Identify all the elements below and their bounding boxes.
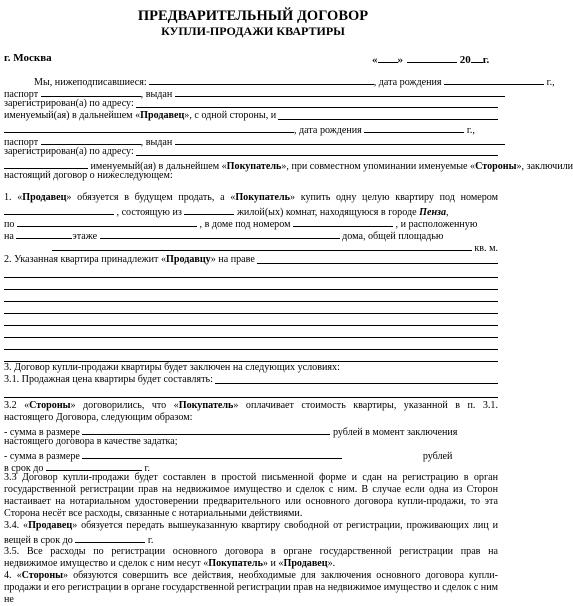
clause1-line5: кв. м. (4, 240, 498, 252)
clause3-2-line4: настоящего договора в качестве задатка; (4, 436, 178, 447)
blank-line (4, 313, 498, 314)
blank-line (4, 289, 498, 290)
clause4-line1: 4. «Стороны» обязуются совершить все действия, необходимые для заключения основного договора купли- (4, 570, 498, 581)
intro-line: Мы, нижеподписавшиеся: , дата рождения г., (34, 74, 498, 86)
date-year: 20 (459, 54, 471, 66)
clause4-line2: продажи и его регистрации в органе государственной регистрации прав на недвижимое имущество и сделок с ним (4, 582, 498, 593)
date-line (372, 52, 489, 66)
clause3-4-line2: вещей в срок до г. (4, 532, 498, 544)
clause3-3-line3: настаивает на нотариальном удостоверении предварительного или основного договора купли-продажи, то эта (4, 496, 498, 507)
clause3-2-line1: 3.2 «Стороны» договорились, что «Покупатель» оплачивает стоимость квартиры, указанной в п. 3.1. (4, 400, 498, 411)
blank-line (4, 325, 498, 326)
clause3-3-line4: Сторона несёт все расходы, связанные с нотариальными действиями. (4, 508, 303, 519)
date-day-blank (378, 52, 398, 63)
buyer-name-line: , дата рождения г., (4, 122, 498, 134)
blank-line (4, 301, 498, 302)
blank-line (4, 397, 498, 398)
clause3-4-line1: 3.4. «Продавец» обязуется передать вышеуказанную квартиру свободной от регистрации, проживающих лиц и (4, 520, 498, 531)
clause4-line3: не (4, 594, 14, 605)
clause1-line2: , состоящую из жилой(ых) комнат, находящуюся в городе Пенза, (4, 204, 498, 216)
date-month-blank (407, 52, 457, 63)
seller-registered-line: зарегистрирован(а) по адресу: (4, 98, 498, 110)
date-year-suffix: г. (482, 54, 490, 66)
buyer-registered-line: зарегистрирован(а) по адресу: (4, 146, 498, 158)
clause3-2-line5: - сумма в размере рублей (4, 448, 498, 460)
blank-line (4, 277, 498, 278)
clause3-3-line2: государственной регистрации прав на недвижимое имущество и сделок с ним. В случае если одна из Сторон (4, 484, 498, 495)
clause1-line3: по , в доме под номером , и расположенную (4, 216, 498, 228)
clause3-2-line2: настоящего Договора, следующим образом: (4, 412, 193, 423)
blank-line (4, 337, 498, 338)
date-open-quote: « (372, 54, 378, 66)
date-year-blank (471, 52, 483, 63)
date-close-quote: » (397, 54, 403, 66)
document-title: ПРЕДВАРИТЕЛЬНЫЙ ДОГОВОР (137, 8, 369, 24)
clause1-line4: на этаже дома, общей площадью (4, 228, 498, 240)
clause3-5-line2: недвижимое имущество и сделок с ним несут «Покупатель» и «Продавец». (4, 558, 336, 569)
clause3-2-line3: - сумма в размере рублей в момент заключения (4, 424, 498, 436)
document-subtitle: КУПЛИ-ПРОДАЖИ КВАРТИРЫ (161, 24, 345, 38)
buyer-role-line: именуемый(ая) в дальнейшем «Покупатель», при совместном упоминании именуемые «Стороны», заключили (4, 158, 498, 170)
agreement-line: настоящий договор о нижеследующем: (4, 170, 173, 181)
clause2-line: 2. Указанная квартира принадлежит «Продавцу» на праве (4, 254, 498, 266)
buyer-passport-line: паспорт , выдан (4, 134, 498, 146)
seller-role-line: именуемый(ая) в дальнейшем «Продавец», с одной стороны, и (4, 110, 498, 122)
clause3-1-line: 3.1. Продажная цена квартиры будет составлять: (4, 374, 498, 386)
clause1-line1: 1. «Продавец» обязуется в будущем продать, а «Покупатель» купить одну целую квартиру под номером (4, 192, 498, 203)
clause3-line: 3. Договор купли-продажи квартиры будет заключен на следующих условиях: (4, 362, 340, 373)
clause3-3-line1: 3.3 Договор купли-продажи будет составлен в простой письменной форме и сдан на регистрацию в орган (4, 472, 498, 483)
city-line: г. Москва (4, 52, 52, 64)
blank-line (4, 349, 498, 350)
clause3-5-line1: 3.5. Все расходы по регистрации основного договора в органе государственной регистрации прав на (4, 546, 498, 557)
seller-passport-line: паспорт , выдан (4, 86, 498, 98)
clause3-2-line6: в срок до г. (4, 460, 498, 472)
